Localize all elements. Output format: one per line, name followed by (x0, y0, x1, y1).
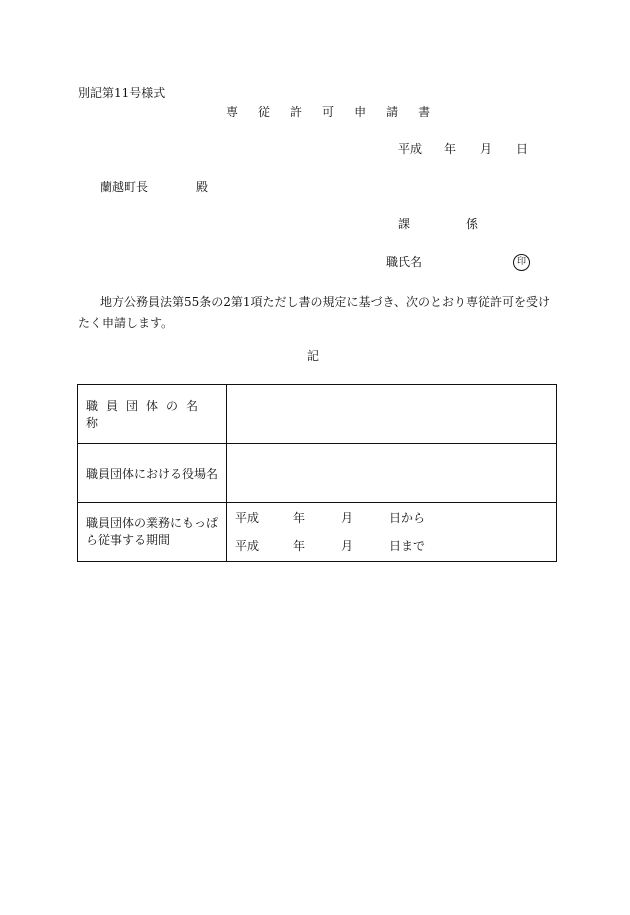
union-position-value (227, 444, 557, 503)
staff-name-label: 職氏名 (386, 255, 423, 269)
table-row (78, 385, 557, 444)
addressee-honorific: 殿 (196, 180, 209, 194)
from-era: 平成 (235, 511, 260, 525)
subsection-label: 係 (466, 217, 479, 231)
date-month: 月 (480, 142, 493, 156)
to-day: 日まで (389, 539, 426, 553)
date-year: 年 (444, 142, 457, 156)
row-label-union-position: 職員団体における役場名 (78, 444, 227, 503)
seal-mark: 印 (513, 254, 530, 271)
application-body-text: 地方公務員法第55条の2第1項ただし書の規定に基づき、次のとおり専従許可を受けたく申請します。 (78, 295, 551, 330)
to-month: 月 (341, 539, 354, 553)
to-era: 平成 (235, 539, 260, 553)
to-year: 年 (293, 539, 306, 553)
row-label-union-name (78, 385, 227, 444)
union-name-value (227, 385, 557, 444)
title-char: 許 (290, 105, 303, 119)
date-day: 日 (516, 142, 529, 156)
title-char: 専 (226, 105, 239, 119)
addressee (100, 181, 208, 193)
period-value (227, 503, 557, 562)
row-label-period: 職員団体の業務にもっぱら従事する期間 (78, 503, 227, 562)
period-to (235, 538, 548, 554)
applicant-department (398, 218, 478, 230)
title-char: 従 (258, 105, 271, 119)
document-title (226, 106, 430, 118)
date-era: 平成 (398, 142, 423, 156)
section-label: 課 (398, 217, 411, 231)
title-char: 請 (386, 105, 399, 119)
table-row (78, 503, 557, 562)
from-day: 日から (389, 511, 426, 525)
title-char: 申 (354, 105, 367, 119)
from-year: 年 (293, 511, 306, 525)
title-char: 書 (418, 105, 431, 119)
period-from (235, 510, 548, 526)
record-heading: 記 (307, 349, 320, 363)
application-date (398, 143, 528, 155)
application-details-table (77, 384, 557, 562)
addressee-name: 蘭越町長 (100, 180, 149, 194)
from-month: 月 (341, 511, 354, 525)
table-row (78, 444, 557, 503)
title-char: 可 (322, 105, 335, 119)
form-number: 別記第11号様式 (78, 86, 166, 100)
union-name-label: 職員団体の名称 (86, 399, 207, 430)
